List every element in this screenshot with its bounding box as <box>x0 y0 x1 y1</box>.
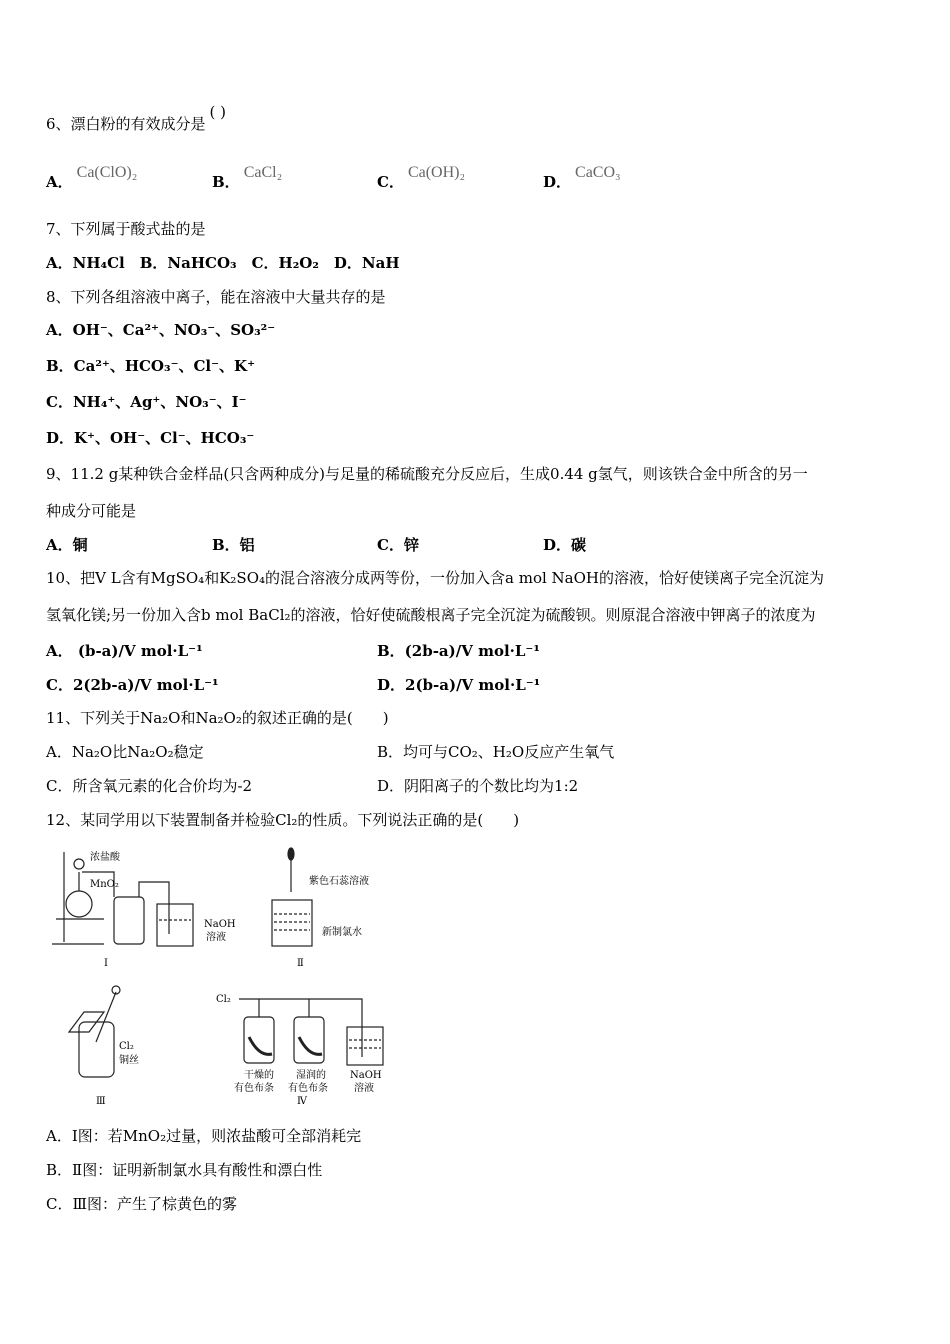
q7-options: A．NH₄Cl B．NaHCO₃ C．H₂O₂ D．NaH <box>46 254 400 272</box>
apparatus-1 <box>52 852 193 946</box>
q9-option-a: A．铜 <box>46 536 88 554</box>
q10-option-c: C．2(2b-a)/V mol·L⁻¹ <box>46 676 219 694</box>
label: C． <box>377 173 404 191</box>
q9-option-b: B．铝 <box>212 536 255 554</box>
label-dry-1: 干燥的 <box>244 1070 274 1081</box>
label-wet-2: 有色布条 <box>288 1083 328 1094</box>
q6-paren: ( ) <box>209 103 227 121</box>
formula: Ca(OH)₂ <box>407 164 466 181</box>
q12-option-b: B．Ⅱ图：证明新制氯水具有酸性和漂白性 <box>46 1161 323 1179</box>
label: B． <box>212 173 240 191</box>
q6-option-c <box>377 164 466 193</box>
q11-option-c: C．所含氧元素的化合价均为-2 <box>46 777 253 795</box>
caption-1: Ⅰ <box>104 958 108 969</box>
q11-stem: 11、下列关于Na₂O和Na₂O₂的叙述正确的是( ) <box>46 709 389 727</box>
q7-stem: 7、下列属于酸式盐的是 <box>46 220 206 238</box>
q9-stem-2: 种成分可能是 <box>46 502 137 520</box>
apparatus-3 <box>69 986 120 1077</box>
q9-stem-1: 9、11.2 g某种铁合金样品(只含两种成分)与足量的稀硫酸充分反应后，生成0.44 g氢气，则该铁合金中所含的另一 <box>46 465 808 483</box>
q11-option-b: B．均可与CO₂、H₂O反应产生氧气 <box>377 743 615 761</box>
caption-3: Ⅲ <box>96 1096 106 1107</box>
apparatus-4 <box>239 999 383 1065</box>
label-wet-1: 湿润的 <box>296 1070 326 1081</box>
label-copper: 铜丝 <box>119 1055 139 1066</box>
q8-option-b: B．Ca²⁺、HCO₃⁻、Cl⁻、K⁺ <box>46 357 255 375</box>
formula: CaCl₂ <box>243 164 283 181</box>
label-hcl: 浓盐酸 <box>90 852 120 863</box>
q12-option-a: A．Ⅰ图：若MnO₂过量，则浓盐酸可全部消耗完 <box>46 1127 362 1145</box>
label-cl2-3: Cl₂ <box>119 1041 134 1052</box>
q11-option-d: D．阴阳离子的个数比均为1:2 <box>377 777 579 795</box>
q6-stem <box>46 103 227 134</box>
q6-option-b <box>212 164 283 193</box>
q10-option-a: A． (b-a)/V mol·L⁻¹ <box>46 642 203 660</box>
q6-text: 6、漂白粉的有效成分是 <box>46 115 206 133</box>
q6-option-a <box>46 164 138 193</box>
label-mno2: MnO₂ <box>90 879 119 890</box>
label-cl2-4: Cl₂ <box>216 994 231 1005</box>
q12-option-c: C．Ⅲ图：产生了棕黄色的雾 <box>46 1195 237 1213</box>
q11-option-a: A．Na₂O比Na₂O₂稳定 <box>46 743 204 761</box>
q9-option-c: C．锌 <box>377 536 419 554</box>
q10-stem-2: 氢氧化镁;另一份加入含b mol BaCl₂的溶液，恰好使硫酸根离子完全沉淀为硫酸钡。则原混合溶液中钾离子的浓度为 <box>46 606 816 624</box>
q12-stem: 12、某同学用以下装置制备并检验Cl₂的性质。下列说法正确的是( ) <box>46 811 520 829</box>
q10-option-d: D．2(b-a)/V mol·L⁻¹ <box>377 676 541 694</box>
label-naoh-2: NaOH <box>350 1070 382 1081</box>
label-chlorine-water: 新制氯水 <box>322 927 362 938</box>
q8-option-a: A．OH⁻、Ca²⁺、NO₃⁻、SO₃²⁻ <box>46 321 276 339</box>
q10-stem-1: 10、把V L含有MgSO₄和K₂SO₄的混合溶液分成两等份，一份加入含a mol NaOH的溶液，恰好使镁离子完全沉淀为 <box>46 569 824 587</box>
label-solution-1: 溶液 <box>206 932 226 943</box>
formula: Ca(ClO)₂ <box>76 164 138 181</box>
q8-stem: 8、下列各组溶液中离子，能在溶液中大量共存的是 <box>46 288 386 306</box>
label-litmus: 紫色石蕊溶液 <box>309 876 369 887</box>
label: A． <box>46 173 73 191</box>
caption-4: Ⅳ <box>297 1096 307 1107</box>
label-dry-2: 有色布条 <box>234 1083 274 1094</box>
apparatus-figure <box>44 842 394 1107</box>
label-naoh-1: NaOH <box>204 919 236 930</box>
q10-option-b: B．(2b-a)/V mol·L⁻¹ <box>377 642 540 660</box>
apparatus-2 <box>272 848 312 946</box>
caption-2: Ⅱ <box>297 958 304 969</box>
q6-option-d <box>543 164 621 193</box>
q8-option-c: C．NH₄⁺、Ag⁺、NO₃⁻、I⁻ <box>46 393 247 411</box>
q9-option-d: D．碳 <box>543 536 587 554</box>
q8-option-d: D．K⁺、OH⁻、Cl⁻、HCO₃⁻ <box>46 429 255 447</box>
formula: CaCO₃ <box>575 164 621 181</box>
label-solution-2: 溶液 <box>354 1083 374 1094</box>
label: D． <box>543 173 572 191</box>
